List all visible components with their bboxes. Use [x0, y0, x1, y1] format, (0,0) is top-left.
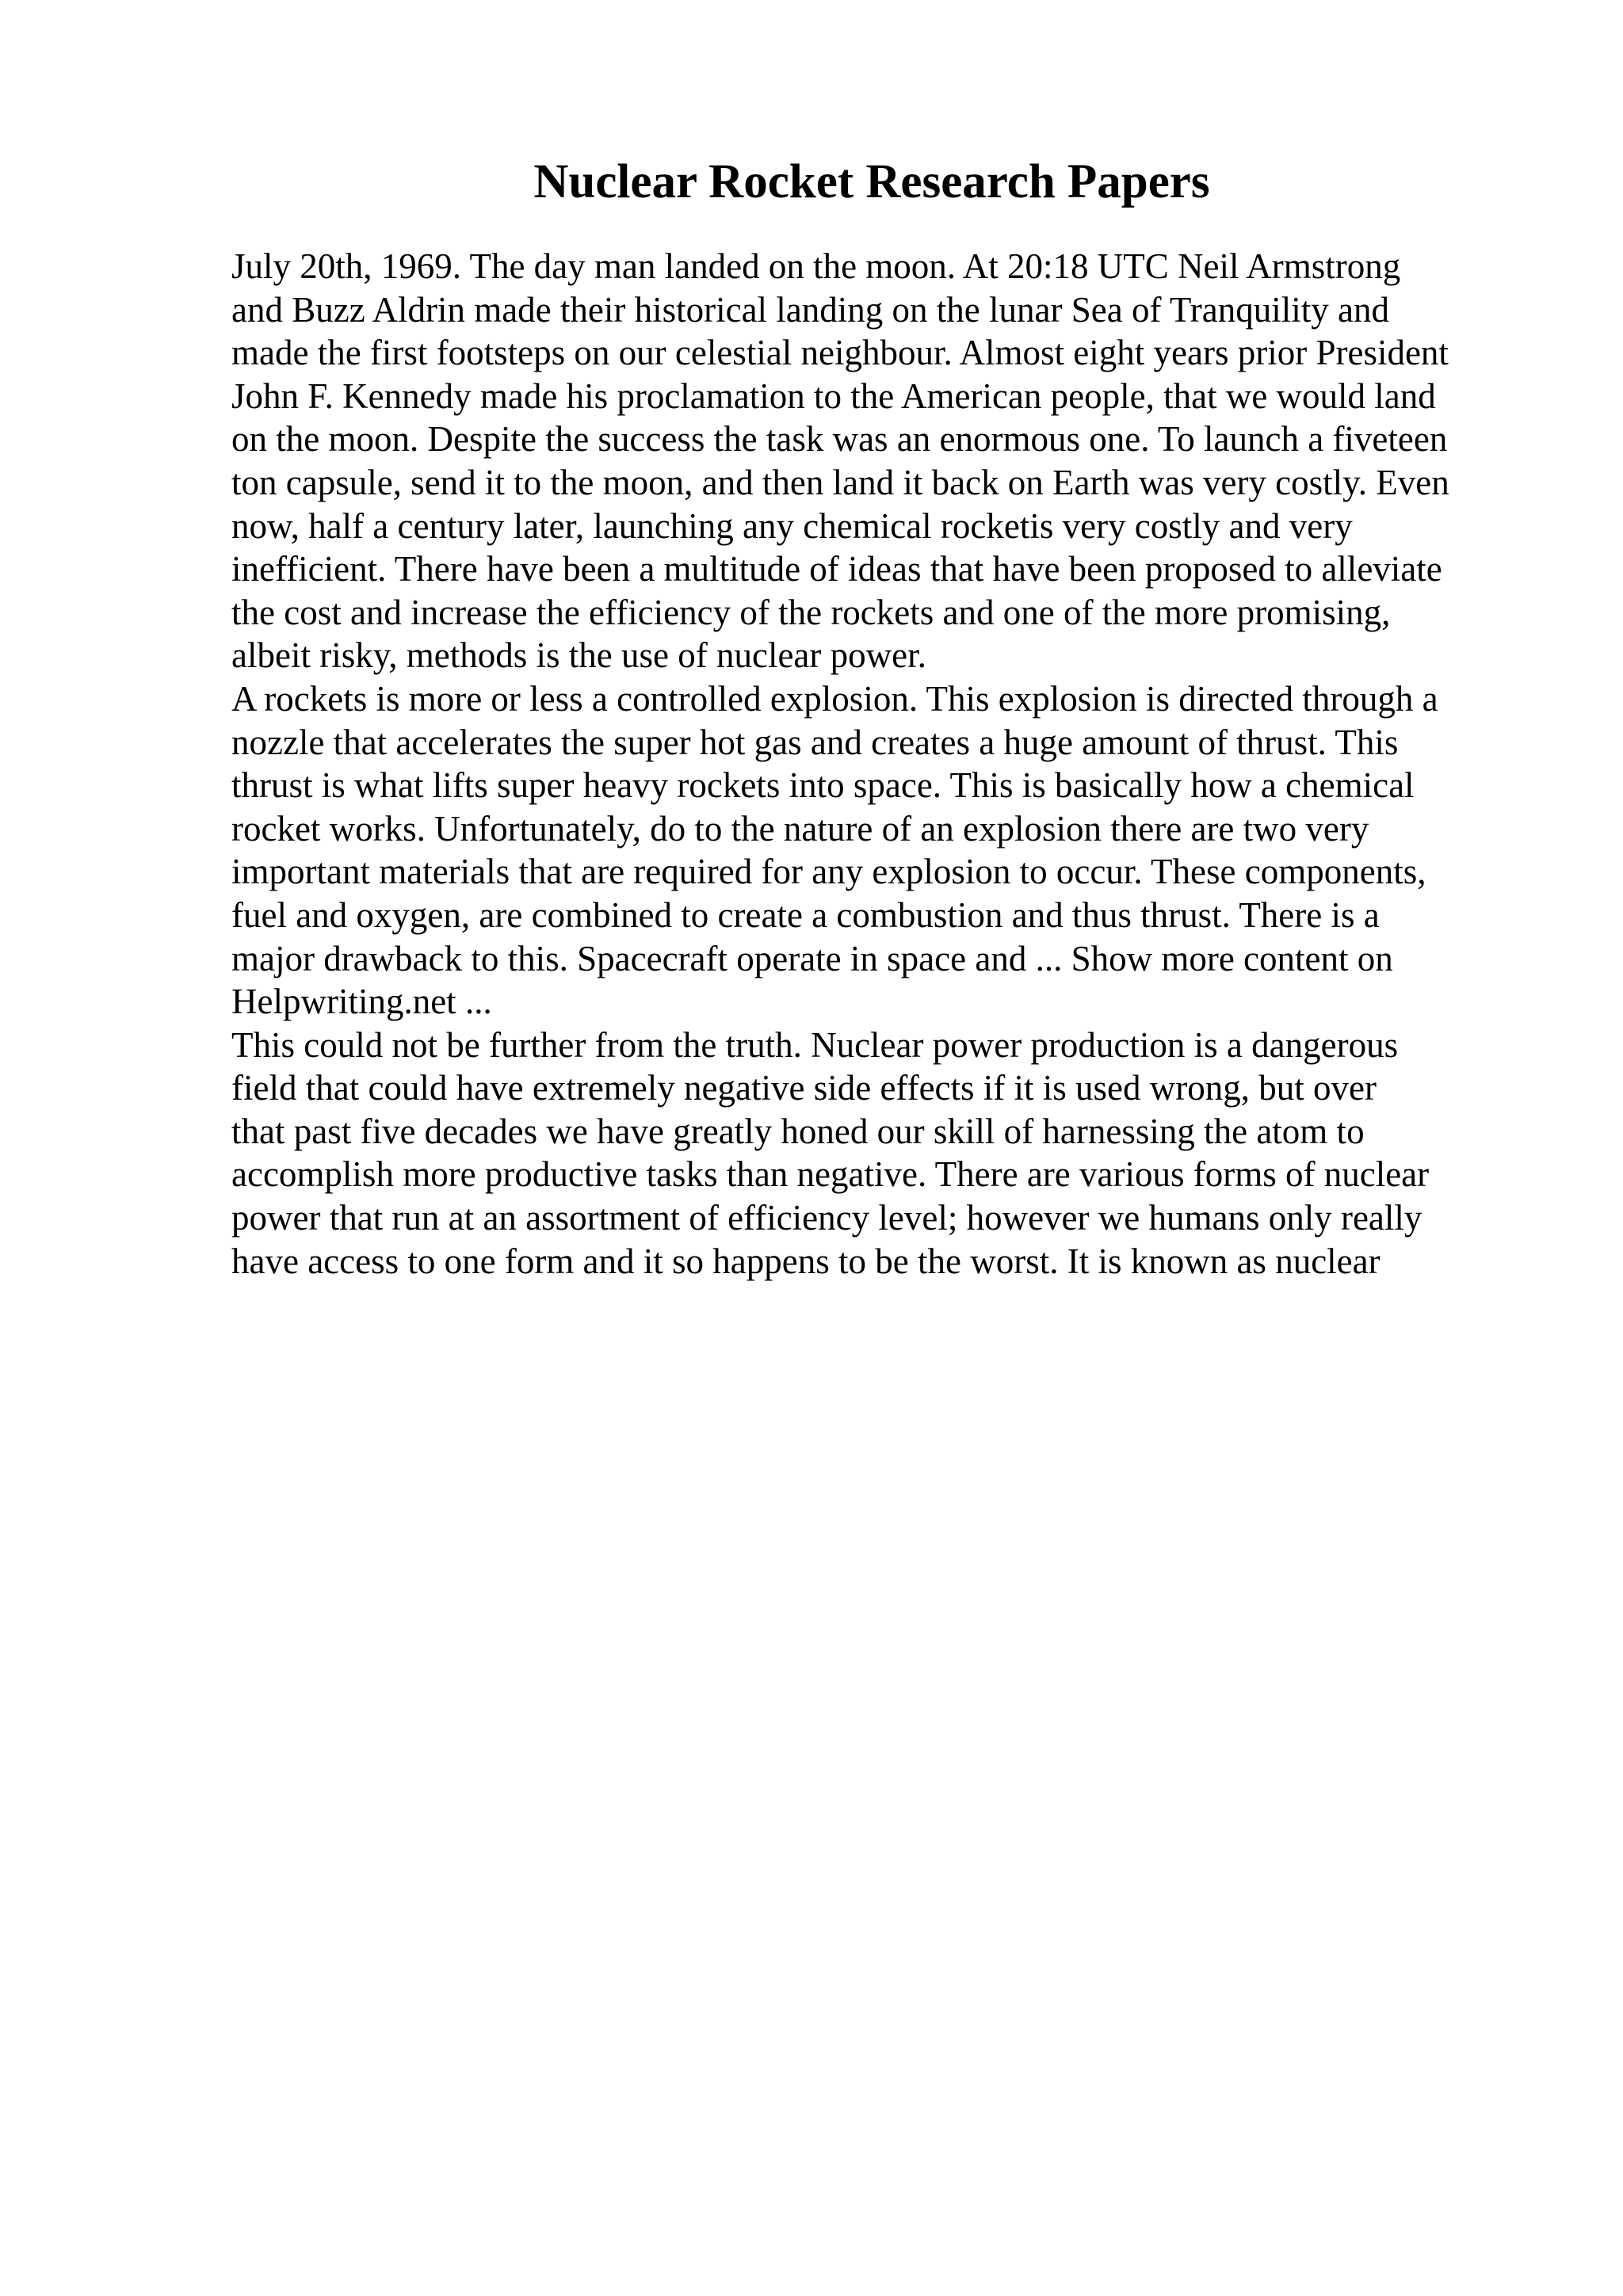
body-line: This could not be further from the truth. Nuclear power production is a dangerous: [231, 1024, 1399, 1065]
body-line: on the moon. Despite the success the task was an enormous one. To launch a fiveteen: [231, 419, 1448, 460]
body-line: A rockets is more or less a controlled explosion. This explosion is directed through a: [231, 678, 1438, 719]
body-line: John F. Kennedy made his proclamation to the American people, that we would land: [231, 376, 1436, 416]
body-line: important materials that are required for any explosion to occur. These components,: [231, 852, 1426, 892]
body-line: albeit risky, methods is the use of nuclear power.: [231, 635, 926, 676]
body-line: nozzle that accelerates the super hot gas and creates a huge amount of thrust. This: [231, 722, 1399, 762]
document-body: [231, 245, 1594, 1283]
body-line: major drawback to this. Spacecraft operate in space and ... Show more content on: [231, 938, 1393, 978]
body-line: made the first footsteps on our celestial neighbour. Almost eight years prior President: [231, 333, 1449, 373]
body-line: field that could have extremely negative side effects if it is used wrong, but over: [231, 1068, 1377, 1108]
body-line: that past five decades we have greatly honed our skill of harnessing the atom to: [231, 1111, 1365, 1151]
body-line: rocket works. Unfortunately, do to the nature of an explosion there are two very: [231, 808, 1369, 849]
body-line: thrust is what lifts super heavy rockets into space. This is basically how a chemical: [231, 765, 1415, 806]
page-title: Nuclear Rocket Research Papers: [533, 155, 1210, 208]
body-line: ton capsule, send it to the moon, and then land it back on Earth was very costly. Even: [231, 462, 1449, 502]
body-line: now, half a century later, launching any chemical rocketis very costly and very: [231, 505, 1353, 546]
body-line: July 20th, 1969. The day man landed on the moon. At 20:18 UTC Neil Armstrong: [231, 246, 1401, 286]
body-line: inefficient. There have been a multitude of ideas that have been proposed to alleviate: [231, 549, 1442, 589]
body-line: and Buzz Aldrin made their historical landing on the lunar Sea of Tranquility and: [231, 289, 1389, 330]
body-line: fuel and oxygen, are combined to create a combustion and thus thrust. There is a: [231, 894, 1380, 935]
body-line: power that run at an assortment of efficiency level; however we humans only really: [231, 1198, 1423, 1238]
body-line: accomplish more productive tasks than negative. There are various forms of nuclear: [231, 1154, 1430, 1195]
body-line: the cost and increase the efficiency of the rockets and one of the more promising,: [231, 592, 1391, 632]
body-line: have access to one form and it so happens to be the worst. It is known as nuclear: [231, 1241, 1381, 1281]
body-line: Helpwriting.net ...: [231, 982, 492, 1022]
